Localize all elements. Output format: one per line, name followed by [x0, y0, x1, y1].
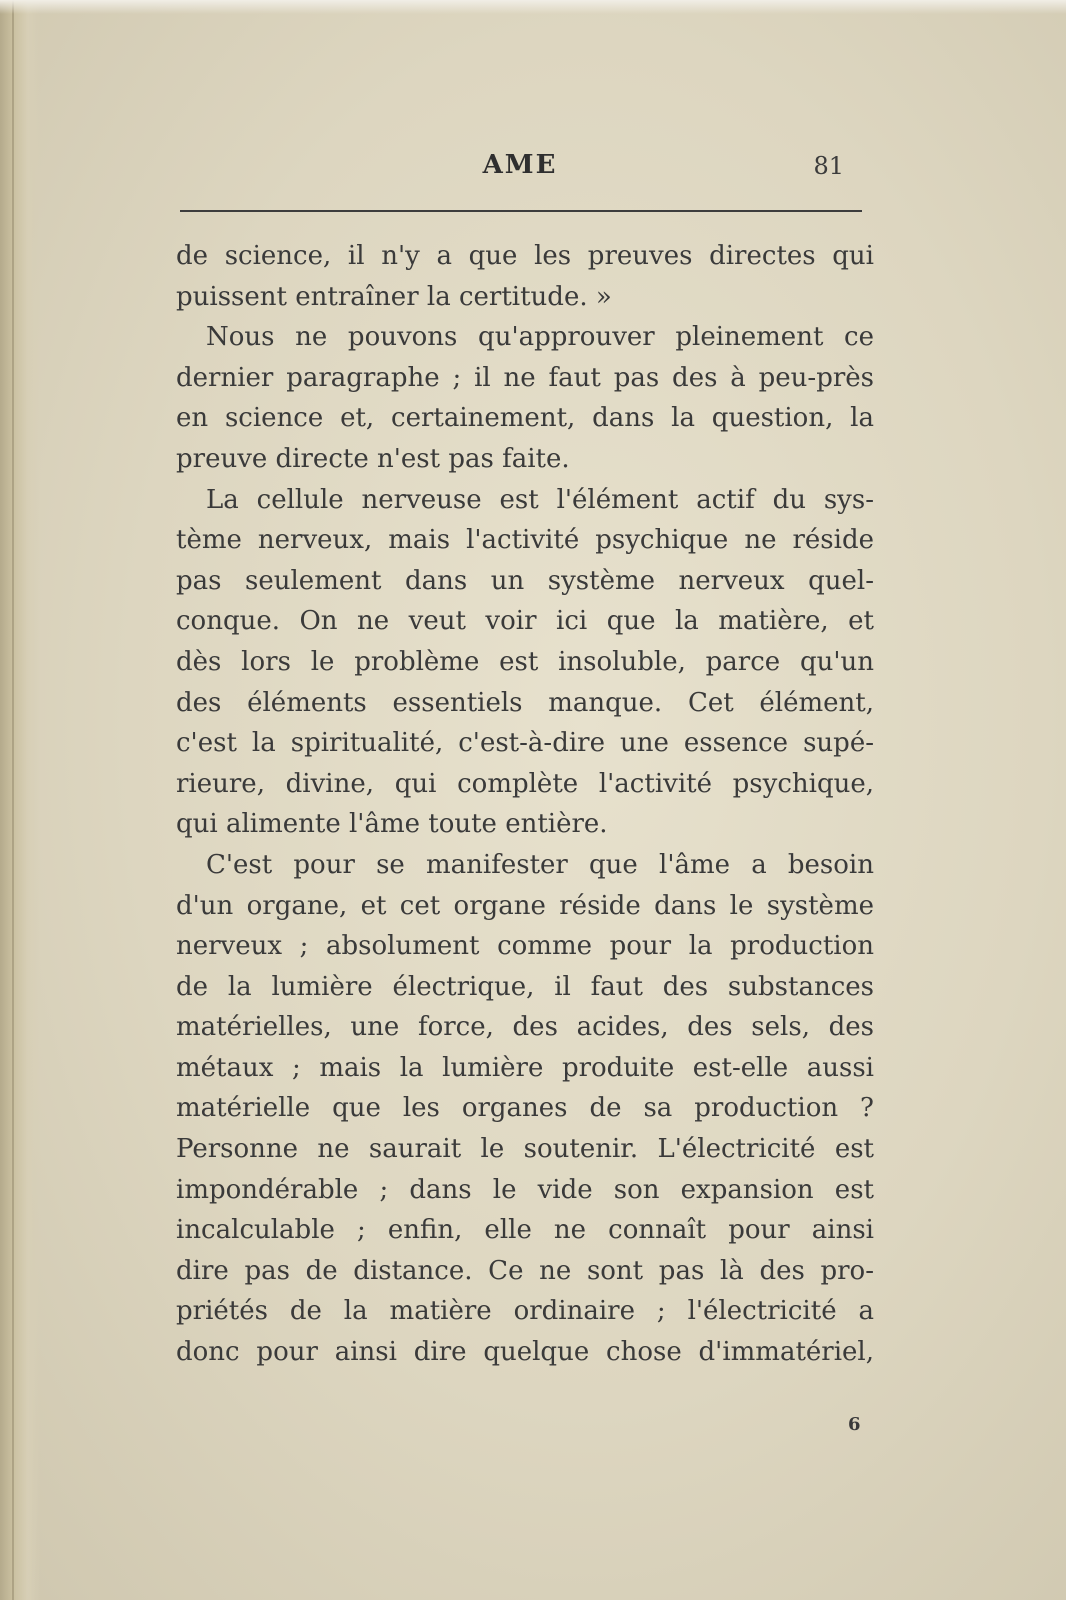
body-text [176, 236, 874, 1373]
text-line: impondérable ; dans le vide son expansion est [176, 1174, 874, 1205]
text-line: métaux ; mais la lumière produite est-elle aussi [176, 1052, 874, 1083]
text-line: La cellule nerveuse est l'élément actif du sys- [206, 484, 874, 515]
text-line: matérielle que les organes de sa production ? [176, 1093, 874, 1124]
text-line: conque. On ne veut voir ici que la matière, et [176, 606, 874, 637]
signature-mark: 6 [848, 1414, 861, 1435]
text-line: puissent entraîner la certitude. » [176, 281, 612, 312]
page-number: 81 [813, 152, 844, 180]
text-line: dès lors le problème est insoluble, parce qu'un [176, 646, 874, 677]
text-line: c'est la spiritualité, c'est-à-dire une essence supé- [176, 728, 874, 759]
running-title: AME [482, 150, 558, 180]
text-line: Nous ne pouvons qu'approuver pleinement ce [206, 322, 874, 353]
header-rule [180, 210, 862, 212]
text-line: dire pas de distance. Ce ne sont pas là des pro- [176, 1255, 874, 1286]
text-line: qui alimente l'âme toute entière. [176, 809, 608, 840]
text-line: d'un organe, et cet organe réside dans le système [176, 890, 874, 921]
text-line: matérielles, une force, des acides, des sels, des [176, 1012, 874, 1043]
text-line: des éléments essentiels manque. Cet élément, [176, 687, 874, 718]
text-line: incalculable ; enfin, elle ne connaît pour ainsi [176, 1215, 874, 1246]
text-line: en science et, certainement, dans la question, la [176, 403, 874, 434]
text-line: C'est pour se manifester que l'âme a besoin [206, 849, 874, 880]
text-line: priétés de la matière ordinaire ; l'électricité a [176, 1296, 874, 1327]
text-line: pas seulement dans un système nerveux quel- [176, 565, 874, 596]
text-line: nerveux ; absolument comme pour la production [176, 931, 874, 962]
text-line: tème nerveux, mais l'activité psychique ne réside [176, 525, 874, 556]
text-line: de science, il n'y a que les preuves directes qui [176, 241, 874, 271]
running-head [180, 150, 860, 190]
text-line: rieure, divine, qui complète l'activité psychique, [176, 768, 874, 799]
text-line: de la lumière électrique, il faut des substances [176, 971, 874, 1002]
text-line: preuve directe n'est pas faite. [176, 443, 570, 474]
text-line: donc pour ainsi dire quelque chose d'immatériel, [176, 1337, 874, 1368]
text-line: Personne ne saurait le soutenir. L'électricité est [176, 1134, 874, 1165]
text-line: dernier paragraphe ; il ne faut pas des à peu-près [176, 362, 874, 393]
